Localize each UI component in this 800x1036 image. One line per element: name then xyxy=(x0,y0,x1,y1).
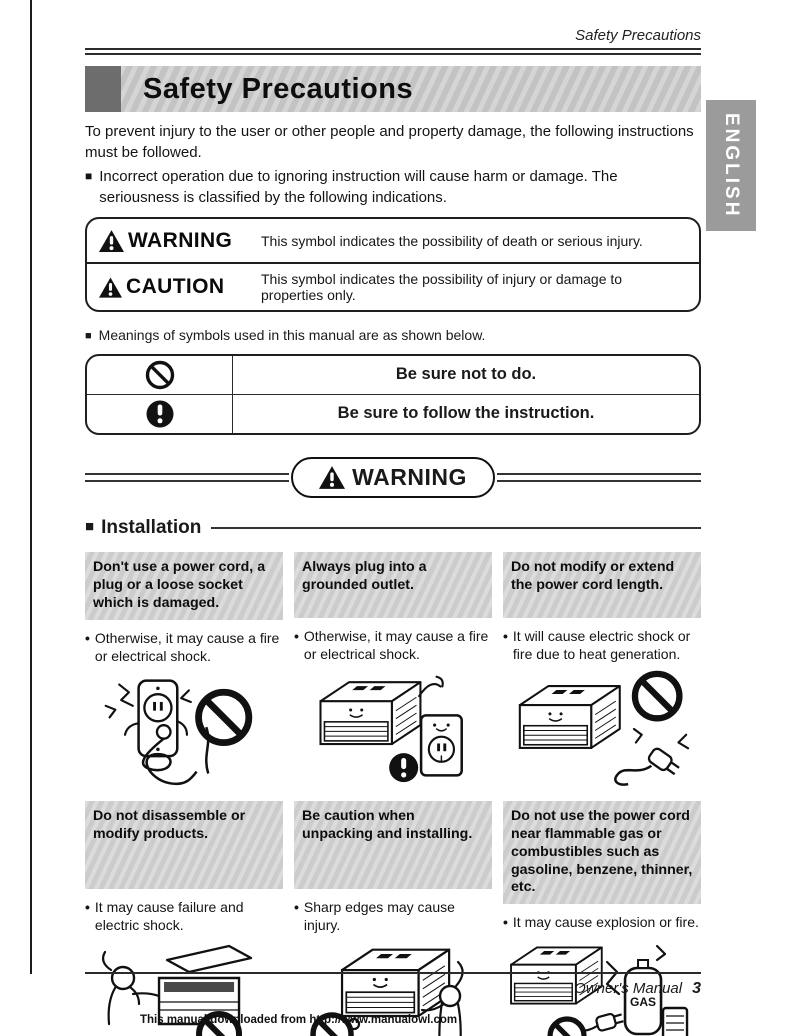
safety-card xyxy=(503,801,701,1036)
header-rule xyxy=(85,48,701,55)
card-heading: Always plug into a grounded outlet. xyxy=(294,552,492,618)
symbol-row xyxy=(87,394,699,433)
follow-instruction-icon xyxy=(145,399,175,429)
banner-label: WARNING xyxy=(352,463,467,490)
banner-rule-left xyxy=(85,473,289,482)
card-bullet-text: It may cause failure and electric shock. xyxy=(94,898,244,934)
severity-label: CAUTION xyxy=(126,275,225,299)
card-bullet-text: Otherwise, it may cause a fire or electrical shock. xyxy=(94,629,280,664)
card-bullet-text: It will cause electric shock or fire due to heat generation. xyxy=(512,627,691,663)
safety-cards-grid xyxy=(85,552,701,1036)
page-content xyxy=(85,0,701,1036)
safety-card xyxy=(503,552,701,789)
intro-text xyxy=(85,121,701,208)
caution-row xyxy=(87,262,699,310)
card-bullet-text: Sharp edges may cause injury. xyxy=(303,898,455,934)
severity-label: WARNING xyxy=(128,228,233,252)
page-edge-line xyxy=(30,0,32,974)
safety-card xyxy=(294,552,492,789)
symbols-table xyxy=(85,354,701,435)
page-number: 3 xyxy=(692,980,701,997)
bullet-marker xyxy=(85,629,90,665)
prohibition-icon xyxy=(199,692,249,742)
prohibition-icon xyxy=(635,674,679,718)
warning-row xyxy=(87,219,699,262)
prohibition-icon xyxy=(144,359,176,391)
card-heading: Do not disassemble or modify products. xyxy=(85,801,283,889)
warning-triangle-icon xyxy=(319,466,345,489)
bullet-marker xyxy=(85,898,90,934)
banner-rule-right xyxy=(497,473,701,482)
severity-description: This symbol indicates the possibility of death or serious injury. xyxy=(261,232,643,249)
symbol-meaning: Be sure to follow the instruction. xyxy=(337,404,595,423)
prohibition-icon xyxy=(550,1019,584,1036)
gas-label: GAS xyxy=(629,994,656,1009)
bullet-marker xyxy=(294,898,299,934)
no-extend-cord-illustration xyxy=(503,667,701,787)
severity-table xyxy=(85,217,701,312)
bullet-marker xyxy=(503,627,508,663)
warning-banner xyxy=(85,457,701,498)
warning-triangle-icon xyxy=(99,277,122,298)
footer-rule xyxy=(85,972,701,974)
warning-triangle-icon xyxy=(99,230,124,252)
footer-manual-label: Owner's Manual 3 xyxy=(574,980,701,997)
installation-section-header xyxy=(85,517,701,539)
safety-card xyxy=(85,801,283,1036)
damaged-cord-illustration xyxy=(85,669,283,789)
section-rule xyxy=(211,527,701,529)
page-title: Safety Precautions xyxy=(143,72,414,105)
bullet-marker xyxy=(294,627,299,663)
safety-card xyxy=(294,801,492,1036)
symbols-intro: ■ Meanings of symbols used in this manual are as shown below. xyxy=(85,327,701,346)
severity-description: This symbol indicates the possibility of injury or damage to properties only. xyxy=(261,271,623,304)
card-heading: Do not use the power cord near flammable gas or combustibles such as gasoline, benzene, thinner, etc. xyxy=(503,801,701,904)
card-bullet-text: Otherwise, it may cause a fire or electrical shock. xyxy=(303,627,489,663)
card-heading: Do not modify or extend the power cord length. xyxy=(503,552,701,618)
intro-line: To prevent injury to the user or other people and property damage, the following instructions must be followed. xyxy=(85,123,694,162)
card-heading: Be caution when unpacking and installing. xyxy=(294,801,492,889)
running-header: Safety Precautions xyxy=(575,27,701,44)
symbol-row xyxy=(87,356,699,394)
safety-card xyxy=(85,552,283,789)
section-title: ■ Installation xyxy=(101,516,202,538)
follow-instruction-icon xyxy=(389,753,418,782)
title-accent-block xyxy=(85,66,121,112)
symbol-meaning: Be sure not to do. xyxy=(395,365,537,384)
title-bar xyxy=(85,66,701,112)
grounded-outlet-illustration xyxy=(294,667,492,787)
card-heading: Don't use a power cord, a plug or a loose socket which is damaged. xyxy=(85,552,283,620)
intro-bullet: ■ Incorrect operation due to ignoring instruction will cause harm or damage. The seriousness is classified by the following indications. xyxy=(85,166,701,209)
language-tab: ENGLISH xyxy=(706,100,756,231)
card-bullet-text: It may cause explosion or fire. xyxy=(512,914,699,931)
download-note: This manual downloaded from http://www.manualowl.com xyxy=(140,1014,458,1026)
bullet-marker xyxy=(503,913,508,931)
